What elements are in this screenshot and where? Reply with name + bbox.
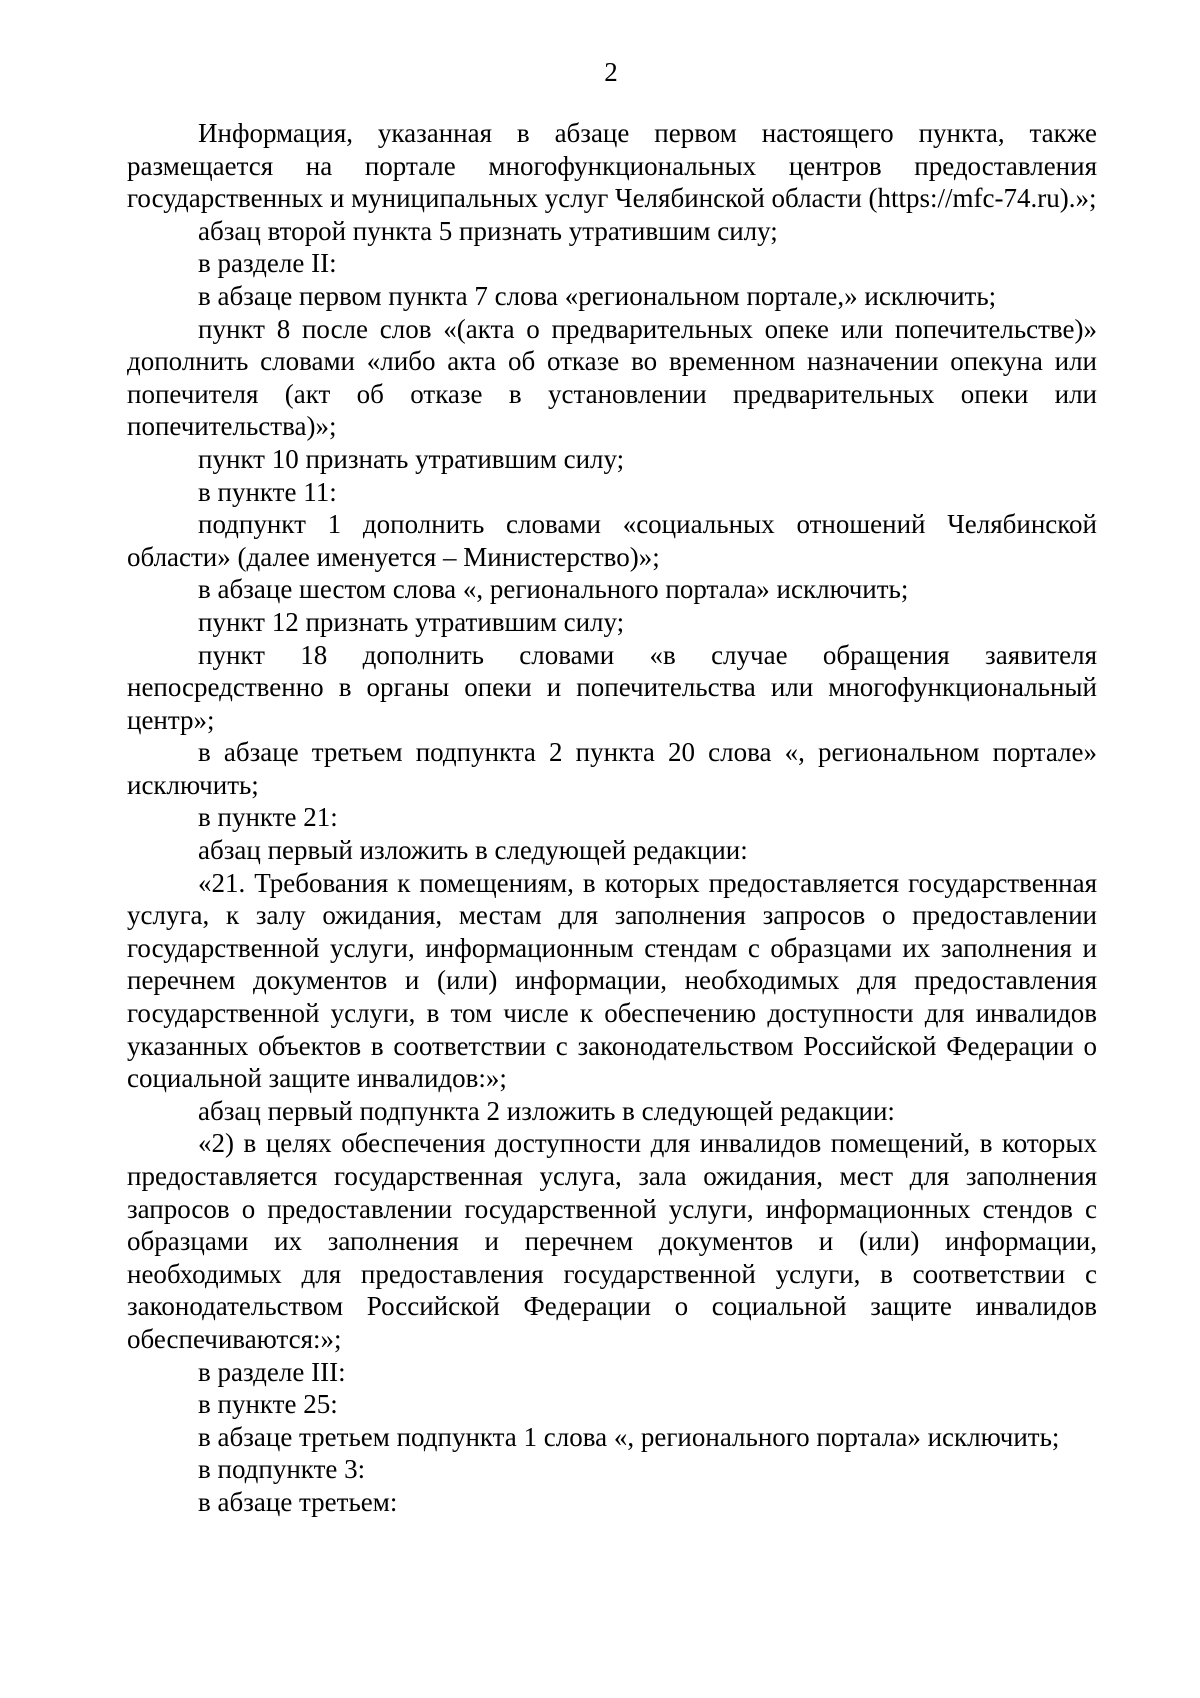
paragraph-subpoint-2-first-abzac: абзац первый подпункта 2 изложить в следующей редакции: bbox=[198, 1095, 895, 1126]
paragraph-point-21-new-text: «21. Требования к помещениям, в которых предоставляется государственная услуга, к залу ожидания, местам для заполнения запросов о предоставлении государственной услуги, информационным стендам с образцами их заполнения и перечнем документов и (или) информации, необходимых для предоставления государственной услуги, в том числе к обеспечению доступности для инвалидов указанных объектов в соответствии с законодательством Российской Федерации о социальной защите инвалидов:»; bbox=[127, 867, 1097, 1094]
paragraph-point-10: пункт 10 признать утратившим силу; bbox=[198, 443, 625, 474]
paragraph-point-11-sixth-abzac: в абзаце шестом слова «, регионального портала» исключить; bbox=[198, 574, 909, 605]
paragraph-subpoint-2-new-text: «2) в целях обеспечения доступности для инвалидов помещений, в которых предоставляется государственная услуга, зала ожидания, мест для заполнения запросов о предоставлении государственной услуги, информационных стендов с образцами их заполнения и перечнем документов и (или) информации, необходимых для предоставления государственной услуги, в соответствии с законодательством Российской Федерации о социальной защите инвалидов обеспечиваются:»; bbox=[127, 1128, 1097, 1354]
paragraph-subpoint-3-heading: в подпункте 3: bbox=[198, 1454, 366, 1485]
paragraph-point-8: пункт 8 после слов «(акта о предварительных опеке или попечительстве)» дополнить словами «либо акта об отказе во временном назначении опекуна или попечителя (акт об отказе в установлении предварительных опеки или попечительства)»; bbox=[127, 313, 1097, 442]
page-number: 2 bbox=[604, 57, 618, 87]
paragraph-section-2-heading: в разделе II: bbox=[198, 248, 337, 279]
paragraph-third-abzac-heading: в абзаце третьем: bbox=[198, 1486, 398, 1517]
paragraph-point-5: абзац второй пункта 5 признать утратившим силу; bbox=[198, 215, 778, 246]
paragraph-point-21-heading: в пункте 21: bbox=[198, 802, 338, 833]
paragraph-point-11-heading: в пункте 11: bbox=[198, 476, 337, 507]
paragraph-section-3-heading: в разделе III: bbox=[198, 1356, 346, 1387]
paragraph-point-11-subpoint-1: подпункт 1 дополнить словами «социальных отношений Челябинской области» (далее именуется – Министерство)»; bbox=[127, 509, 1097, 572]
paragraph-point-21-first-abzac: абзац первый изложить в следующей редакции: bbox=[198, 835, 748, 866]
paragraph-point-20: в абзаце третьем подпункта 2 пункта 20 слова «, региональном портале» исключить; bbox=[127, 737, 1097, 800]
paragraph-info-mfc-portal: Информация, указанная в абзаце первом настоящего пункта, также размещается на портале многофункциональных центров предоставления государственных и муниципальных услуг Челябинской области (https://mfc-74.ru).»; bbox=[127, 118, 1097, 214]
paragraph-point-7: в абзаце первом пункта 7 слова «региональном портале,» исключить; bbox=[198, 280, 997, 311]
paragraph-point-25-subpoint-1: в абзаце третьем подпункта 1 слова «, регионального портала» исключить; bbox=[198, 1421, 1060, 1452]
paragraph-point-25-heading: в пункте 25: bbox=[198, 1389, 338, 1420]
paragraph-point-18: пункт 18 дополнить словами «в случае обращения заявителя непосредственно в органы опеки и попечительства или многофункциональный центр»; bbox=[127, 639, 1097, 735]
document-body bbox=[127, 117, 1097, 1519]
paragraph-point-12: пункт 12 признать утратившим силу; bbox=[198, 606, 625, 637]
